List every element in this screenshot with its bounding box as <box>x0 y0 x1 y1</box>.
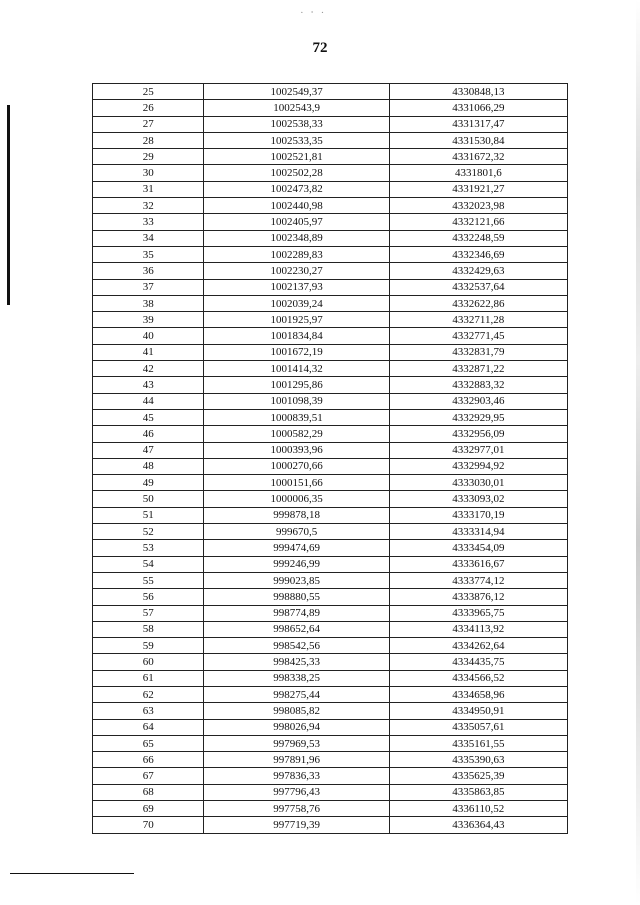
point-number-cell: 63 <box>93 703 204 719</box>
table-row <box>93 735 568 751</box>
y-coordinate-cell: 4332537,64 <box>389 279 567 295</box>
table-row <box>93 132 568 148</box>
y-coordinate-cell: 4331672,32 <box>389 149 567 165</box>
x-coordinate-cell: 1002549,37 <box>204 84 389 100</box>
y-coordinate-cell: 4336110,52 <box>389 801 567 817</box>
point-number-cell: 58 <box>93 621 204 637</box>
x-coordinate-cell: 997891,96 <box>204 752 389 768</box>
point-number-cell: 55 <box>93 572 204 588</box>
y-coordinate-cell: 4331801,6 <box>389 165 567 181</box>
point-number-cell: 51 <box>93 507 204 523</box>
x-coordinate-cell: 998652,64 <box>204 621 389 637</box>
x-coordinate-cell: 1002137,93 <box>204 279 389 295</box>
point-number-cell: 66 <box>93 752 204 768</box>
point-number-cell: 27 <box>93 116 204 132</box>
x-coordinate-cell: 1001925,97 <box>204 312 389 328</box>
coordinates-table-body <box>93 84 568 834</box>
table-row <box>93 768 568 784</box>
point-number-cell: 56 <box>93 589 204 605</box>
x-coordinate-cell: 999474,69 <box>204 540 389 556</box>
x-coordinate-cell: 999670,5 <box>204 524 389 540</box>
x-coordinate-cell: 998774,89 <box>204 605 389 621</box>
table-row <box>93 784 568 800</box>
table-row <box>93 165 568 181</box>
x-coordinate-cell: 1002348,89 <box>204 230 389 246</box>
point-number-cell: 64 <box>93 719 204 735</box>
y-coordinate-cell: 4335390,63 <box>389 752 567 768</box>
y-coordinate-cell: 4332622,86 <box>389 295 567 311</box>
x-coordinate-cell: 997719,39 <box>204 817 389 833</box>
table-row <box>93 263 568 279</box>
x-coordinate-cell: 998026,94 <box>204 719 389 735</box>
x-coordinate-cell: 1000006,35 <box>204 491 389 507</box>
y-coordinate-cell: 4333314,94 <box>389 524 567 540</box>
point-number-cell: 45 <box>93 409 204 425</box>
y-coordinate-cell: 4332871,22 <box>389 361 567 377</box>
table-row <box>93 409 568 425</box>
x-coordinate-cell: 997758,76 <box>204 801 389 817</box>
point-number-cell: 34 <box>93 230 204 246</box>
x-coordinate-cell: 999878,18 <box>204 507 389 523</box>
point-number-cell: 39 <box>93 312 204 328</box>
point-number-cell: 36 <box>93 263 204 279</box>
x-coordinate-cell: 1002538,33 <box>204 116 389 132</box>
table-row <box>93 181 568 197</box>
y-coordinate-cell: 4335161,55 <box>389 735 567 751</box>
table-row <box>93 621 568 637</box>
y-coordinate-cell: 4331530,84 <box>389 132 567 148</box>
x-coordinate-cell: 1002533,35 <box>204 132 389 148</box>
table-row <box>93 426 568 442</box>
table-row <box>93 230 568 246</box>
y-coordinate-cell: 4334113,92 <box>389 621 567 637</box>
point-number-cell: 30 <box>93 165 204 181</box>
y-coordinate-cell: 4334566,52 <box>389 670 567 686</box>
y-coordinate-cell: 4332977,01 <box>389 442 567 458</box>
x-coordinate-cell: 1000270,66 <box>204 458 389 474</box>
table-row <box>93 442 568 458</box>
y-coordinate-cell: 4332883,32 <box>389 377 567 393</box>
point-number-cell: 40 <box>93 328 204 344</box>
y-coordinate-cell: 4333876,12 <box>389 589 567 605</box>
table-row <box>93 703 568 719</box>
point-number-cell: 37 <box>93 279 204 295</box>
table-row <box>93 279 568 295</box>
point-number-cell: 70 <box>93 817 204 833</box>
y-coordinate-cell: 4330848,13 <box>389 84 567 100</box>
y-coordinate-cell: 4334658,96 <box>389 686 567 702</box>
x-coordinate-cell: 1002230,27 <box>204 263 389 279</box>
table-row <box>93 605 568 621</box>
table-row <box>93 214 568 230</box>
x-coordinate-cell: 1002039,24 <box>204 295 389 311</box>
x-coordinate-cell: 998880,55 <box>204 589 389 605</box>
x-coordinate-cell: 1002502,28 <box>204 165 389 181</box>
table-row <box>93 801 568 817</box>
point-number-cell: 41 <box>93 344 204 360</box>
y-coordinate-cell: 4334435,75 <box>389 654 567 670</box>
point-number-cell: 62 <box>93 686 204 702</box>
table-row <box>93 344 568 360</box>
table-row <box>93 686 568 702</box>
point-number-cell: 53 <box>93 540 204 556</box>
y-coordinate-cell: 4332956,09 <box>389 426 567 442</box>
y-coordinate-cell: 4335625,39 <box>389 768 567 784</box>
x-coordinate-cell: 1000582,29 <box>204 426 389 442</box>
table-row <box>93 475 568 491</box>
x-coordinate-cell: 1002543,9 <box>204 100 389 116</box>
point-number-cell: 25 <box>93 84 204 100</box>
y-coordinate-cell: 4335057,61 <box>389 719 567 735</box>
point-number-cell: 52 <box>93 524 204 540</box>
point-number-cell: 65 <box>93 735 204 751</box>
table-row <box>93 84 568 100</box>
point-number-cell: 49 <box>93 475 204 491</box>
y-coordinate-cell: 4334950,91 <box>389 703 567 719</box>
table-row <box>93 556 568 572</box>
table-row <box>93 246 568 262</box>
x-coordinate-cell: 1002405,97 <box>204 214 389 230</box>
point-number-cell: 38 <box>93 295 204 311</box>
point-number-cell: 26 <box>93 100 204 116</box>
y-coordinate-cell: 4336364,43 <box>389 817 567 833</box>
table-row <box>93 361 568 377</box>
table-row <box>93 328 568 344</box>
y-coordinate-cell: 4333965,75 <box>389 605 567 621</box>
x-coordinate-cell: 1001834,84 <box>204 328 389 344</box>
y-coordinate-cell: 4335863,85 <box>389 784 567 800</box>
y-coordinate-cell: 4332831,79 <box>389 344 567 360</box>
point-number-cell: 32 <box>93 198 204 214</box>
point-number-cell: 54 <box>93 556 204 572</box>
table-row <box>93 670 568 686</box>
y-coordinate-cell: 4333093,02 <box>389 491 567 507</box>
table-row <box>93 312 568 328</box>
point-number-cell: 28 <box>93 132 204 148</box>
table-row <box>93 491 568 507</box>
point-number-cell: 50 <box>93 491 204 507</box>
point-number-cell: 59 <box>93 638 204 654</box>
point-number-cell: 44 <box>93 393 204 409</box>
point-number-cell: 48 <box>93 458 204 474</box>
x-coordinate-cell: 999023,85 <box>204 572 389 588</box>
margin-bar <box>7 105 10 305</box>
x-coordinate-cell: 1000839,51 <box>204 409 389 425</box>
table-row <box>93 116 568 132</box>
table-row <box>93 524 568 540</box>
x-coordinate-cell: 998085,82 <box>204 703 389 719</box>
x-coordinate-cell: 1000393,96 <box>204 442 389 458</box>
y-coordinate-cell: 4331066,29 <box>389 100 567 116</box>
x-coordinate-cell: 997796,43 <box>204 784 389 800</box>
table-row <box>93 589 568 605</box>
y-coordinate-cell: 4332771,45 <box>389 328 567 344</box>
point-number-cell: 42 <box>93 361 204 377</box>
table-row <box>93 393 568 409</box>
table-row <box>93 458 568 474</box>
point-number-cell: 69 <box>93 801 204 817</box>
table-row <box>93 572 568 588</box>
y-coordinate-cell: 4332346,69 <box>389 246 567 262</box>
table-row <box>93 719 568 735</box>
x-coordinate-cell: 1000151,66 <box>204 475 389 491</box>
y-coordinate-cell: 4333774,12 <box>389 572 567 588</box>
coordinates-table <box>92 83 568 834</box>
table-row <box>93 654 568 670</box>
y-coordinate-cell: 4331921,27 <box>389 181 567 197</box>
y-coordinate-cell: 4333616,67 <box>389 556 567 572</box>
point-number-cell: 46 <box>93 426 204 442</box>
y-coordinate-cell: 4332121,66 <box>389 214 567 230</box>
point-number-cell: 67 <box>93 768 204 784</box>
point-number-cell: 29 <box>93 149 204 165</box>
table-row <box>93 295 568 311</box>
point-number-cell: 43 <box>93 377 204 393</box>
x-coordinate-cell: 997836,33 <box>204 768 389 784</box>
table-row <box>93 507 568 523</box>
y-coordinate-cell: 4331317,47 <box>389 116 567 132</box>
y-coordinate-cell: 4332429,63 <box>389 263 567 279</box>
page-number: 72 <box>312 40 328 56</box>
y-coordinate-cell: 4332711,28 <box>389 312 567 328</box>
y-coordinate-cell: 4333454,09 <box>389 540 567 556</box>
point-number-cell: 57 <box>93 605 204 621</box>
point-number-cell: 60 <box>93 654 204 670</box>
table-row <box>93 149 568 165</box>
table-row <box>93 198 568 214</box>
y-coordinate-cell: 4332023,98 <box>389 198 567 214</box>
table-row <box>93 752 568 768</box>
x-coordinate-cell: 1001295,86 <box>204 377 389 393</box>
table-row <box>93 817 568 833</box>
table-row <box>93 540 568 556</box>
footnote-divider <box>10 873 134 874</box>
y-coordinate-cell: 4333030,01 <box>389 475 567 491</box>
y-coordinate-cell: 4333170,19 <box>389 507 567 523</box>
point-number-cell: 61 <box>93 670 204 686</box>
x-coordinate-cell: 998425,33 <box>204 654 389 670</box>
x-coordinate-cell: 1001414,32 <box>204 361 389 377</box>
x-coordinate-cell: 1001672,19 <box>204 344 389 360</box>
y-coordinate-cell: 4332994,92 <box>389 458 567 474</box>
scan-artifact: · ‧ · <box>300 7 327 19</box>
x-coordinate-cell: 999246,99 <box>204 556 389 572</box>
point-number-cell: 33 <box>93 214 204 230</box>
y-coordinate-cell: 4332903,46 <box>389 393 567 409</box>
x-coordinate-cell: 998542,56 <box>204 638 389 654</box>
point-number-cell: 35 <box>93 246 204 262</box>
y-coordinate-cell: 4332929,95 <box>389 409 567 425</box>
x-coordinate-cell: 1002440,98 <box>204 198 389 214</box>
x-coordinate-cell: 997969,53 <box>204 735 389 751</box>
point-number-cell: 68 <box>93 784 204 800</box>
x-coordinate-cell: 1002289,83 <box>204 246 389 262</box>
x-coordinate-cell: 1002473,82 <box>204 181 389 197</box>
y-coordinate-cell: 4332248,59 <box>389 230 567 246</box>
scan-edge <box>636 0 640 905</box>
x-coordinate-cell: 1001098,39 <box>204 393 389 409</box>
point-number-cell: 47 <box>93 442 204 458</box>
table-row <box>93 377 568 393</box>
x-coordinate-cell: 1002521,81 <box>204 149 389 165</box>
y-coordinate-cell: 4334262,64 <box>389 638 567 654</box>
x-coordinate-cell: 998275,44 <box>204 686 389 702</box>
point-number-cell: 31 <box>93 181 204 197</box>
table-row <box>93 100 568 116</box>
table-row <box>93 638 568 654</box>
x-coordinate-cell: 998338,25 <box>204 670 389 686</box>
